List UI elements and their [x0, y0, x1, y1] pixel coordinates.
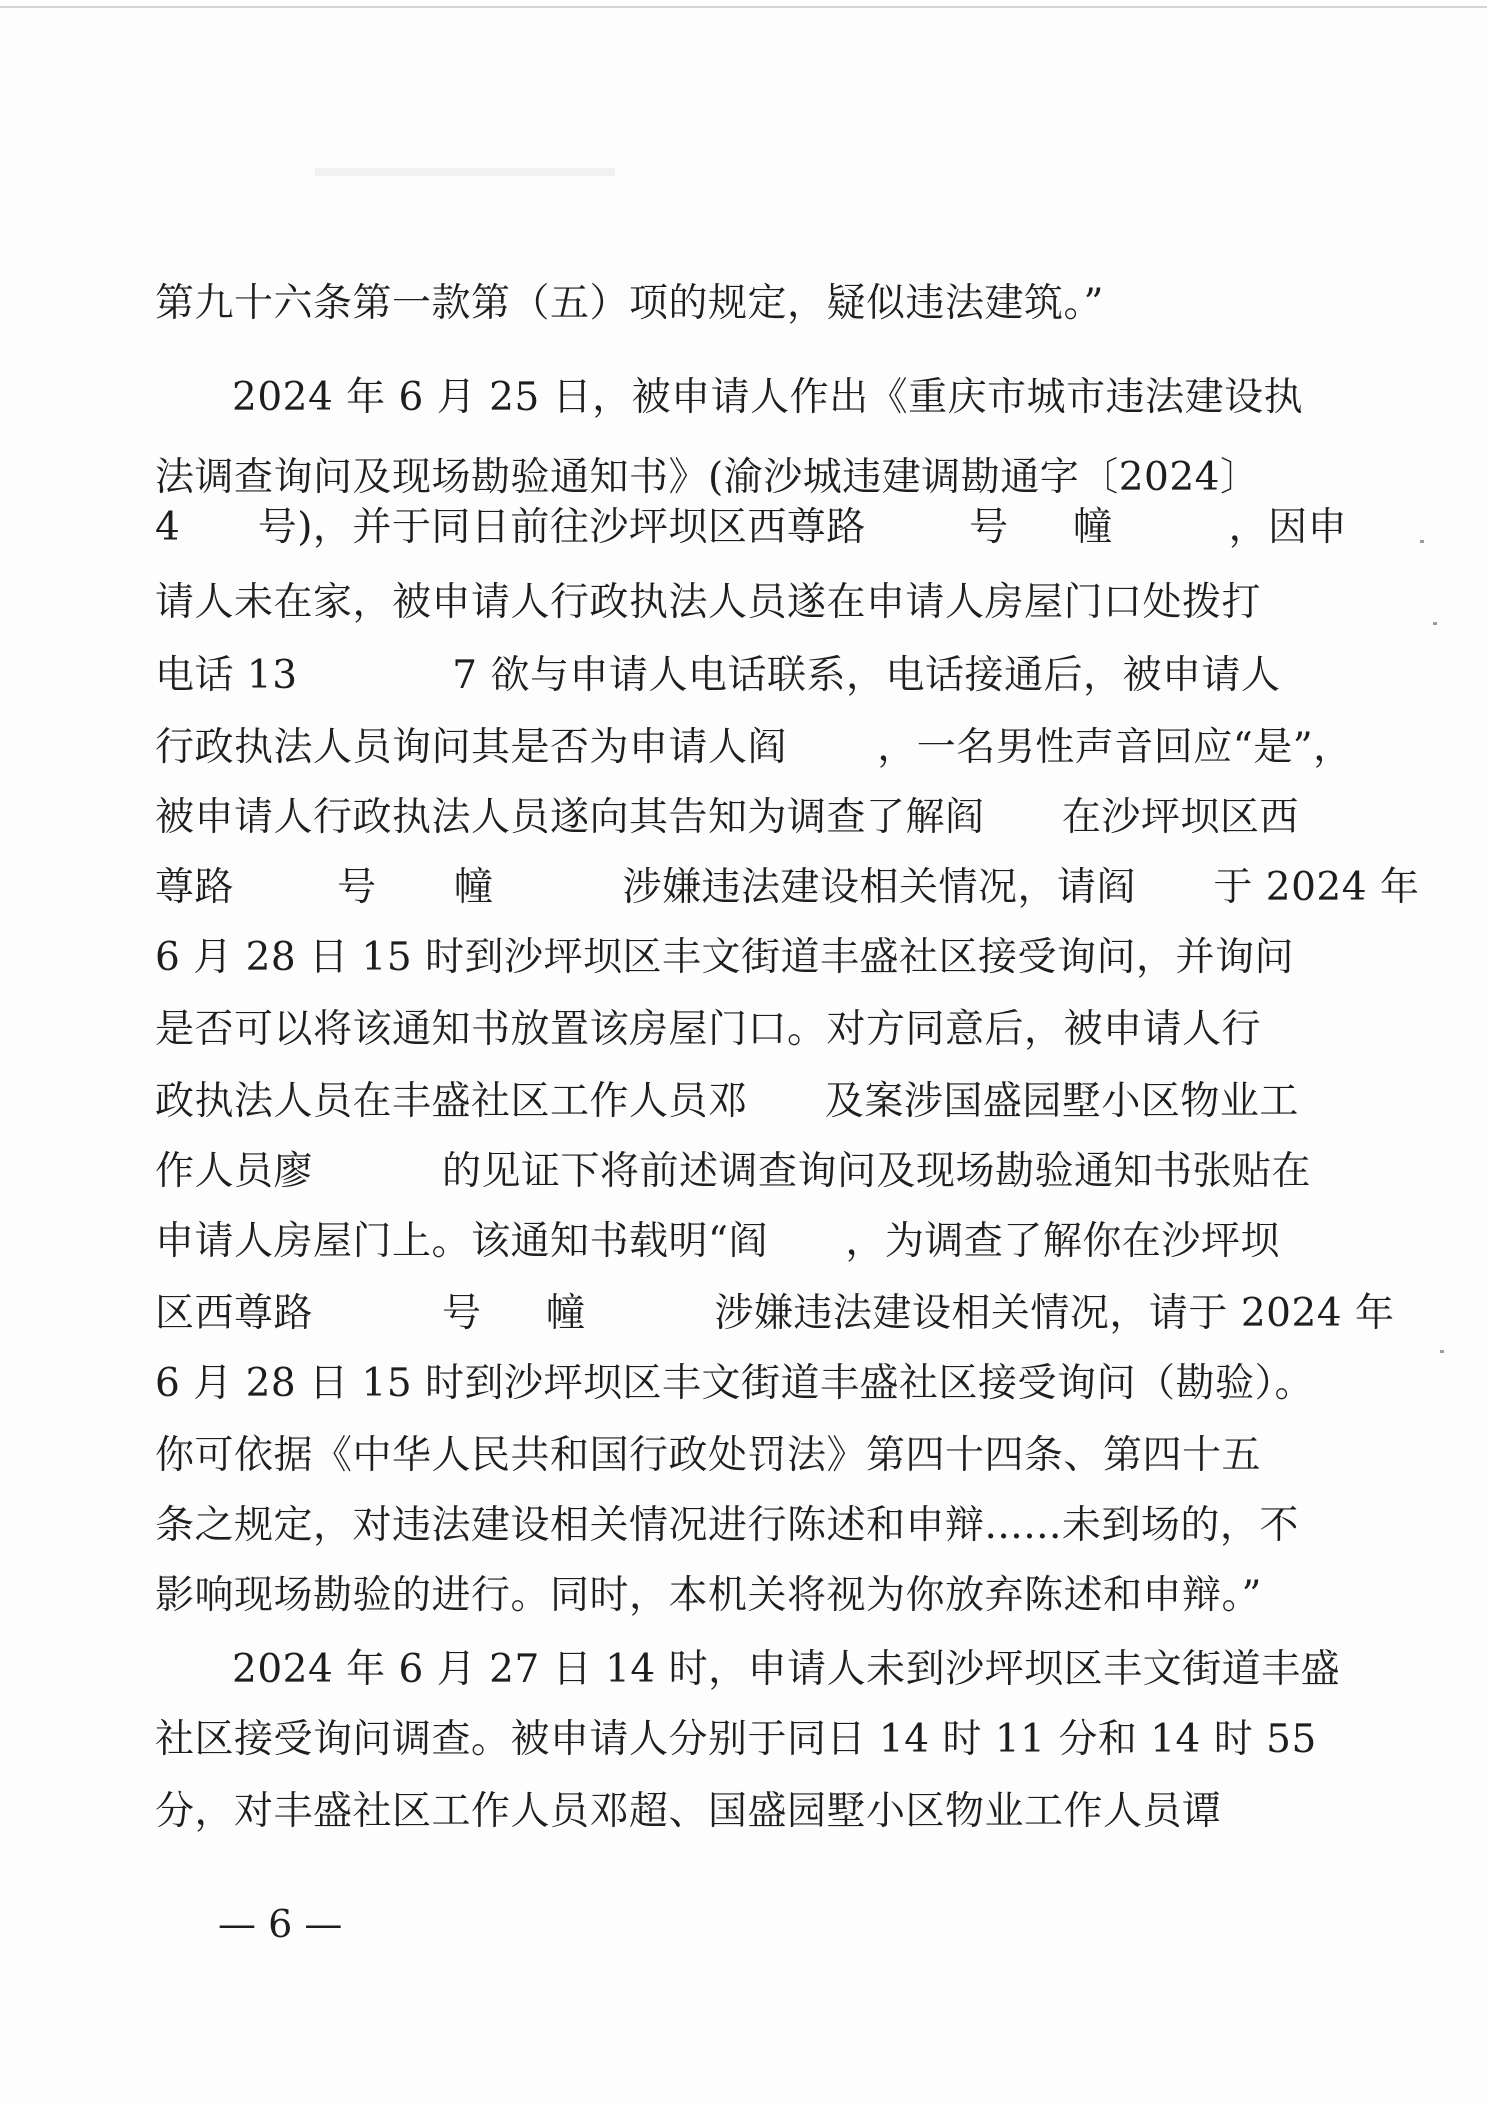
text-line: 请人未在家，被申请人行政执法人员遂在申请人房屋门口处拨打 [155, 580, 1262, 625]
text-line: 4 号)，并于同日前往沙坪坝区西尊路 号 幢 ，因申 [155, 505, 1348, 550]
page-number: — 6 — [218, 1902, 343, 1946]
text-line: 行政执法人员询问其是否为申请人阎 ，一名男性声音回应“是”， [155, 725, 1353, 770]
text-line: 影响现场勘验的进行。同时，本机关将视为你放弃陈述和申辩。” [155, 1573, 1262, 1618]
text-line: 2024 年 6 月 27 日 14 时，申请人未到沙坪坝区丰文街道丰盛 [232, 1647, 1341, 1692]
text-line: 是否可以将该通知书放置该房屋门口。对方同意后，被申请人行 [155, 1007, 1262, 1052]
text-line: 被申请人行政执法人员遂向其告知为调查了解阎 在沙坪坝区西 [155, 795, 1299, 840]
scan-artifact [315, 168, 615, 176]
text-line: 法调查询问及现场勘验通知书》(渝沙城违建调勘通字〔2024〕 [155, 455, 1260, 500]
text-line: 第九十六条第一款第（五）项的规定，疑似违法建筑。” [155, 281, 1104, 326]
scan-top-edge [0, 6, 1487, 8]
text-line: 电话 13 7 欲与申请人电话联系，电话接通后，被申请人 [155, 653, 1281, 698]
text-line: 6 月 28 日 15 时到沙坪坝区丰文街道丰盛社区接受询问，并询问 [155, 935, 1295, 980]
text-line: 2024 年 6 月 25 日，被申请人作出《重庆市城市违法建设执 [232, 375, 1304, 420]
scan-speck [1440, 1350, 1444, 1353]
text-line: 6 月 28 日 15 时到沙坪坝区丰文街道丰盛社区接受询问（勘验）。 [155, 1361, 1315, 1406]
text-line: 申请人房屋门上。该通知书载明“阎 ，为调查了解你在沙坪坝 [155, 1219, 1280, 1264]
scan-speck [1420, 540, 1424, 543]
scan-speck [1433, 622, 1437, 625]
text-line: 政执法人员在丰盛社区工作人员邓 及案涉国盛园墅小区物业工 [155, 1079, 1299, 1124]
text-line: 条之规定，对违法建设相关情况进行陈述和申辩......未到场的，不 [155, 1503, 1299, 1548]
text-line: 你可依据《中华人民共和国行政处罚法》第四十四条、第四十五 [155, 1433, 1262, 1478]
text-line: 区西尊路 号 幢 涉嫌违法建设相关情况，请于 2024 年 [155, 1291, 1395, 1336]
text-line: 分，对丰盛社区工作人员邓超、国盛园墅小区物业工作人员谭 [155, 1789, 1222, 1834]
text-line: 作人员廖 的见证下将前述调查询问及现场勘验通知书张贴在 [155, 1149, 1311, 1194]
text-line: 尊路 号 幢 涉嫌违法建设相关情况，请阎 于 2024 年 [155, 865, 1420, 910]
text-line: 社区接受询问调查。被申请人分别于同日 14 时 11 分和 14 时 55 [155, 1717, 1317, 1762]
